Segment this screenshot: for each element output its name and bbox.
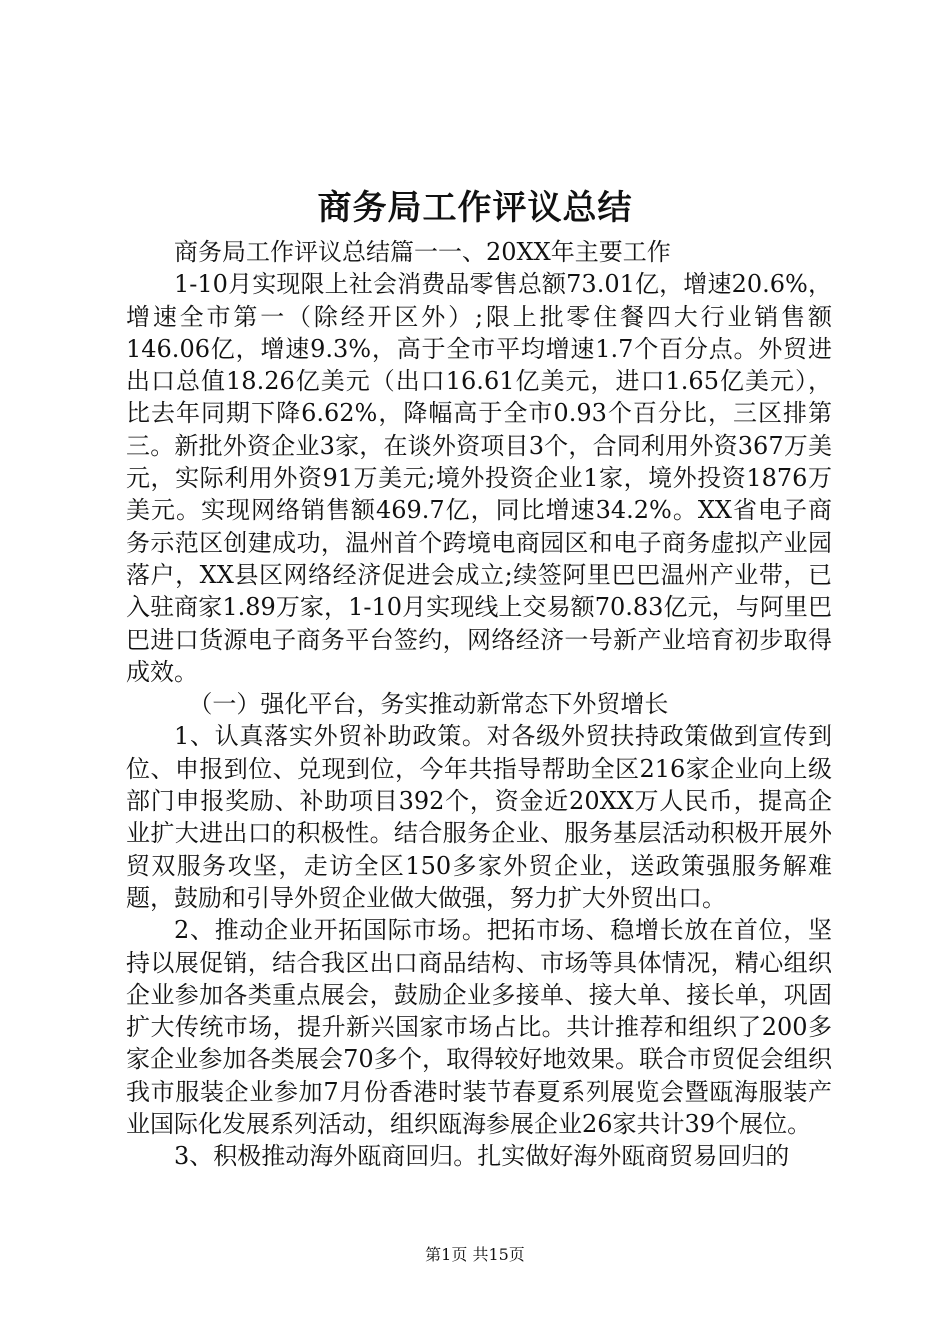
item-paragraph-3: 3、积极推动海外瓯商回归。扎实做好海外瓯商贸易回归的: [174, 1142, 790, 1171]
document-body: [126, 236, 832, 1173]
intro-paragraph: 商务局工作评议总结篇一一、20XX年主要工作: [174, 238, 671, 266]
item-paragraph-1: 1、认真落实外贸补助政策。对各级外贸扶持政策做到宣传到位、申报到位、兑现到位，今年共指导帮助全区216家企业向上级部门申报奖励、补助项目392个，资金近20XX万人民币，提高企业扩大进出口的积极性。结合服务企业、服务基层活动积极开展外贸双服务攻坚，走访全区150多家外贸企业，送政策强服务解难题，鼓励和引导外贸企业做大做强，努力扩大外贸出口。: [126, 722, 832, 912]
summary-paragraph: 1-10月实现限上社会消费品零售总额73.01亿，增速20.6%，增速全市第一（除经开区外）;限上批零住餐四大行业销售额146.06亿，增速9.3%，高于全市平均增速1.7个百分点。外贸进出口总值18.26亿美元（出口16.61亿美元，进口1.65亿美元），比去年同期下降6.62%，降幅高于全市0.93个百分比，三区排第三。新批外资企业3家，在谈外资项目3个，合同利用外资367万美元，实际利用外资91万美元;境外投资企业1家，境外投资1876万美元。实现网络销售额469.7亿，同比增速34.2%。XX省电子商务示范区创建成功，温州首个跨境电商园区和电子商务虚拟产业园落户，XX县区网络经济促进会成立;续签阿里巴巴温州产业带，已入驻商家1.89万家，1-10月实现线上交易额70.83亿元，与阿里巴巴进口货源电子商务平台签约，网络经济一号新产业培育初步取得成效。: [126, 270, 832, 686]
document-title: 商务局工作评议总结: [317, 188, 633, 228]
page-number: 第1页 共15页: [425, 1245, 525, 1264]
item-paragraph-2: 2、推动企业开拓国际市场。把拓市场、稳增长放在首位，坚持以展促销，结合我区出口商品结构、市场等具体情况，精心组织企业参加各类重点展会，鼓励企业多接单、接大单、接长单，巩固扩大传统市场，提升新兴国家市场占比。共计推荐和组织了200多家企业参加各类展会70多个，取得较好地效果。联合市贸促会组织我市服装企业参加7月份香港时装节春夏系列展览会暨瓯海服装产业国际化发展系列活动，组织瓯海参展企业26家共计39个展位。: [126, 916, 832, 1139]
section-heading: （一）强化平台，务实推动新常态下外贸增长: [188, 690, 669, 719]
